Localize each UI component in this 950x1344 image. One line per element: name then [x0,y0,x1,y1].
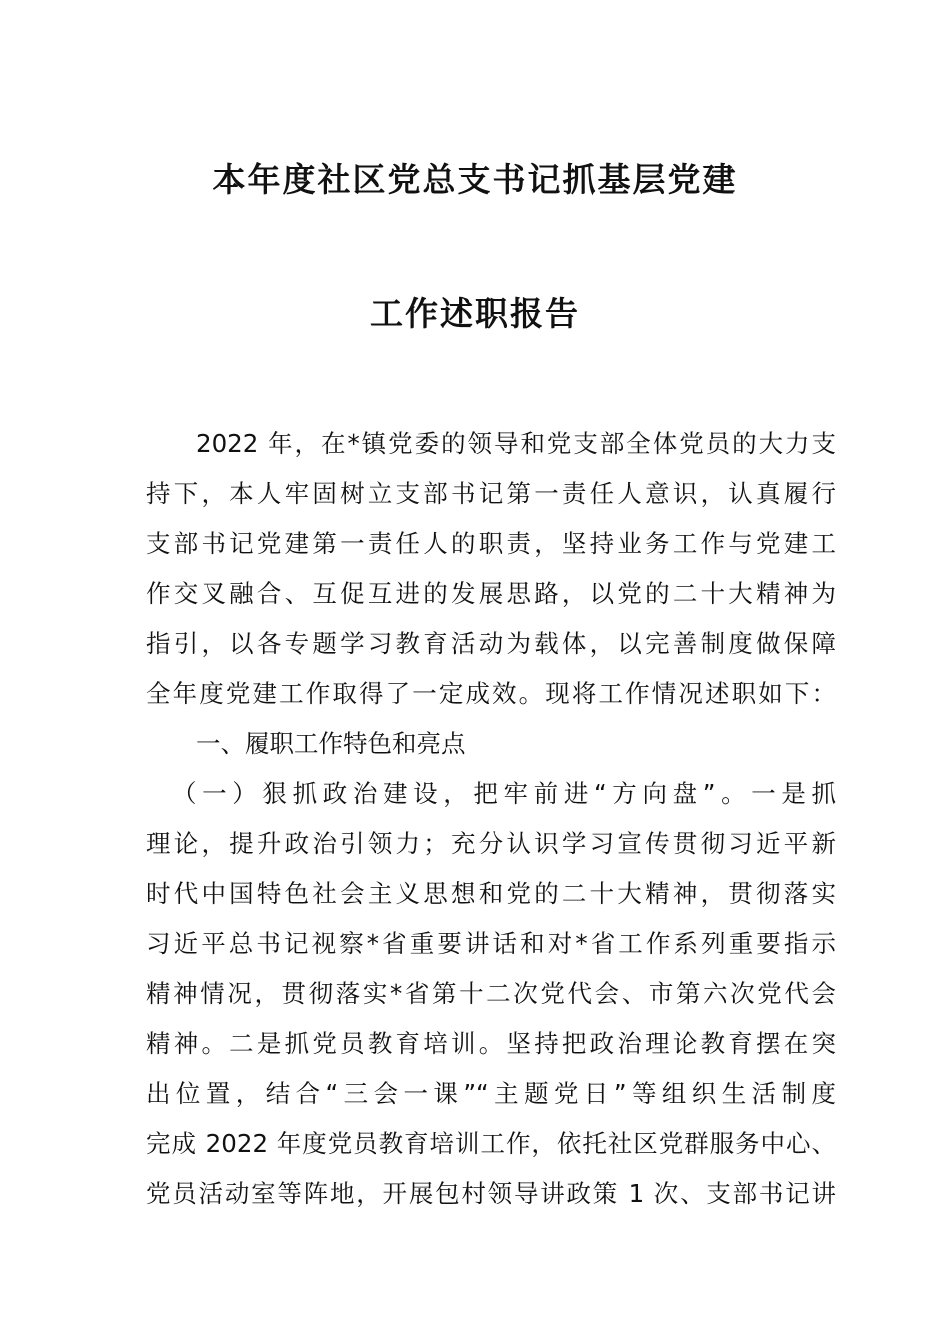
body-line: 2022 年，在*镇党委的领导和党支部全体党员的大力支 [196,429,836,458]
body-line: 理论，提升政治引领力；充分认识学习宣传贯彻习近平新 [146,829,836,858]
body-line: 全年度党建工作取得了一定成效。现将工作情况述职如下： [146,679,836,708]
body-line: 党员活动室等阵地，开展包村领导讲政策 1 次、支部书记讲 [146,1179,836,1208]
section-heading: 一、履职工作特色和亮点 [196,729,466,758]
body-line: 作交叉融合、互促互进的发展思路，以党的二十大精神为 [146,579,836,608]
body-line: （一）狠抓政治建设，把牢前进“方向盘”。一是抓 [172,779,836,808]
body-line: 出位置，结合“三会一课”“主题党日”等组织生活制度 [146,1079,836,1108]
body-line: 持下，本人牢固树立支部书记第一责任人意识，认真履行 [146,479,836,508]
document-title-line-1: 本年度社区党总支书记抓基层党建 [212,160,738,199]
body-line: 指引，以各专题学习教育活动为载体，以完善制度做保障 [146,629,836,658]
body-line: 精神情况，贯彻落实*省第十二次党代会、市第六次党代会 [146,979,836,1008]
body-line: 精神。二是抓党员教育培训。坚持把政治理论教育摆在突 [146,1029,836,1058]
body-line: 完成 2022 年度党员教育培训工作，依托社区党群服务中心、 [146,1129,836,1158]
body-line: 时代中国特色社会主义思想和党的二十大精神，贯彻落实 [146,879,836,908]
body-line: 习近平总书记视察*省重要讲话和对*省工作系列重要指示 [146,929,836,958]
document-title-line-2: 工作述职报告 [370,294,580,333]
body-line: 支部书记党建第一责任人的职责，坚持业务工作与党建工 [146,529,836,558]
